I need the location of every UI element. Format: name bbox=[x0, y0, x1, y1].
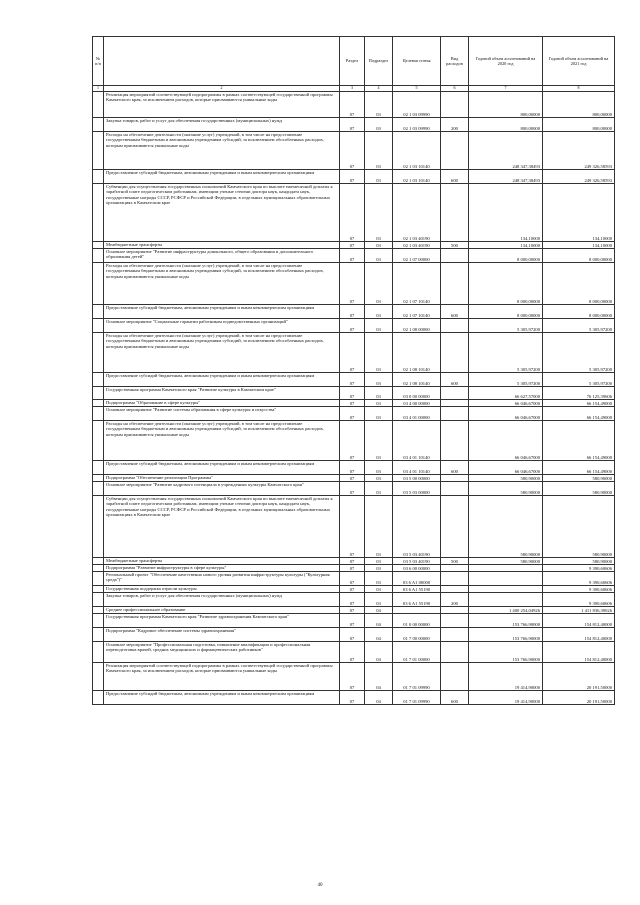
row-vol-2021-cell: 580,90000 bbox=[543, 482, 615, 496]
row-name-cell: Среднее профессиональное образование bbox=[104, 607, 340, 614]
row-target-cell: 03 4 00 00000 bbox=[393, 400, 441, 407]
row-subsection-cell: 03 bbox=[365, 242, 393, 249]
row-vol-2020-cell: 248 347,38493 bbox=[469, 132, 543, 170]
row-subsection-cell: 03 bbox=[365, 475, 393, 482]
row-vol-2021-cell: 8 000,00000 bbox=[543, 305, 615, 319]
row-subsection-cell: 03 bbox=[365, 572, 393, 586]
row-section-cell: 07 bbox=[340, 572, 365, 586]
row-target-cell: 03 5 03 00000 bbox=[393, 482, 441, 496]
row-num-cell bbox=[93, 92, 104, 118]
row-target-cell: 02 1 07 10140 bbox=[393, 263, 441, 305]
row-subsection-cell: 03 bbox=[365, 92, 393, 118]
row-section-cell: 07 bbox=[340, 170, 365, 184]
row-vol-2021-cell: 76 125,39606 bbox=[543, 387, 615, 400]
row-vol-2020-cell: 580,90000 bbox=[469, 475, 543, 482]
col-number: 5 bbox=[393, 86, 441, 92]
row-vol-2021-cell: 134,10000 bbox=[543, 242, 615, 249]
row-vol-2021-cell: 154 812,40000 bbox=[543, 614, 615, 628]
row-name-cell: Основное мероприятие "Социальные гарантии работникам подведомственных организаций" bbox=[104, 319, 340, 333]
table-body bbox=[93, 92, 615, 705]
row-name-cell: Подпрограмма "Кадровое обеспечение системы здравоохранения" bbox=[104, 628, 340, 642]
row-expense-type-cell bbox=[441, 407, 469, 421]
row-target-cell: 01 7 01 09990 bbox=[393, 663, 441, 691]
row-section-cell: 07 bbox=[340, 475, 365, 482]
row-section-cell: 07 bbox=[340, 400, 365, 407]
row-vol-2020-cell: 134,10000 bbox=[469, 242, 543, 249]
row-num-cell bbox=[93, 118, 104, 132]
row-expense-type-cell: 500 bbox=[441, 242, 469, 249]
row-expense-type-cell bbox=[441, 572, 469, 586]
row-expense-type-cell bbox=[441, 607, 469, 614]
row-vol-2021-cell: 9 390,60606 bbox=[543, 586, 615, 593]
table-row bbox=[93, 319, 615, 333]
row-name-cell: Основное мероприятие "Развитие инфраструктуры дошкольного, общего образования и дополнительного образования детей" bbox=[104, 249, 340, 263]
row-num-cell bbox=[93, 607, 104, 614]
row-subsection-cell: 03 bbox=[365, 421, 393, 461]
row-expense-type-cell bbox=[441, 628, 469, 642]
row-section-cell: 07 bbox=[340, 663, 365, 691]
table-row bbox=[93, 249, 615, 263]
row-expense-type-cell: 600 bbox=[441, 170, 469, 184]
row-name-cell: Государственная поддержка отрасли культуры bbox=[104, 586, 340, 593]
row-num-cell bbox=[93, 263, 104, 305]
row-expense-type-cell bbox=[441, 642, 469, 663]
row-vol-2020-cell: 8 000,00000 bbox=[469, 263, 543, 305]
col-number: 3 bbox=[340, 86, 365, 92]
row-num-cell bbox=[93, 387, 104, 400]
row-vol-2020-cell: 153 766,90000 bbox=[469, 628, 543, 642]
row-num-cell bbox=[93, 496, 104, 558]
row-vol-2021-cell: 9 390,60606 bbox=[543, 565, 615, 572]
row-expense-type-cell bbox=[441, 249, 469, 263]
row-target-cell: 02 1 03 40190 bbox=[393, 242, 441, 249]
row-target-cell: 02 1 08 00000 bbox=[393, 319, 441, 333]
row-num-cell bbox=[93, 132, 104, 170]
row-target-cell: 03 6 A1 00000 bbox=[393, 572, 441, 586]
row-name-cell: Основное мероприятие "Развитие кадрового потенциала в учреждениях культуры Камчатского края" bbox=[104, 482, 340, 496]
row-expense-type-cell bbox=[441, 482, 469, 496]
row-subsection-cell: 03 bbox=[365, 373, 393, 387]
row-name-cell: Реализация мероприятий соответствующей подпрограммы в рамках соответствующей государственной программы Камчатского края, за исключением расходов, которые присваиваются уникальные коды bbox=[104, 92, 340, 118]
row-section-cell: 07 bbox=[340, 263, 365, 305]
table-row bbox=[93, 475, 615, 482]
row-expense-type-cell bbox=[441, 92, 469, 118]
row-vol-2020-cell: 5 305,97200 bbox=[469, 373, 543, 387]
table-row bbox=[93, 333, 615, 373]
row-section-cell: 07 bbox=[340, 558, 365, 565]
row-name-cell: Расходы на обеспечение деятельности (оказание услуг) учреждений, в том числе на предоставление государственным бюджетным и автономным учреждениям субсидий, за исключением обособленных расходов, которым присваиваются уникальные коды bbox=[104, 132, 340, 170]
row-vol-2021-cell: 1 411 836,39026 bbox=[543, 607, 615, 614]
row-expense-type-cell bbox=[441, 184, 469, 242]
table-row bbox=[93, 132, 615, 170]
row-expense-type-cell bbox=[441, 263, 469, 305]
table-row bbox=[93, 614, 615, 628]
row-target-cell: 03 6 00 00000 bbox=[393, 565, 441, 572]
row-name-cell: Закупка товаров, работ и услуг для обеспечения государственных (муниципальных) нужд bbox=[104, 118, 340, 132]
row-name-cell: Региональный проект "Обеспечение качественно нового уровня развития инфраструктуры культуры ("Культурная среда")" bbox=[104, 572, 340, 586]
row-expense-type-cell bbox=[441, 475, 469, 482]
row-expense-type-cell bbox=[441, 132, 469, 170]
row-num-cell bbox=[93, 482, 104, 496]
row-num-cell bbox=[93, 586, 104, 593]
row-vol-2020-cell: 66 046,67000 bbox=[469, 400, 543, 407]
row-vol-2021-cell: 580,90000 bbox=[543, 558, 615, 565]
row-section-cell: 07 bbox=[340, 333, 365, 373]
row-subsection-cell: 03 bbox=[365, 132, 393, 170]
row-num-cell bbox=[93, 333, 104, 373]
row-section-cell: 07 bbox=[340, 92, 365, 118]
row-expense-type-cell: 600 bbox=[441, 373, 469, 387]
row-num-cell bbox=[93, 663, 104, 691]
row-name-cell: Подпрограмма "Обеспечение реализации Программы" bbox=[104, 475, 340, 482]
table-row bbox=[93, 118, 615, 132]
row-vol-2020-cell bbox=[469, 572, 543, 586]
row-num-cell bbox=[93, 642, 104, 663]
row-vol-2021-cell: 8 000,00000 bbox=[543, 249, 615, 263]
row-target-cell: 01 0 00 00000 bbox=[393, 614, 441, 628]
row-vol-2021-cell: 249 326,58593 bbox=[543, 132, 615, 170]
row-target-cell: 03 4 01 10140 bbox=[393, 461, 441, 475]
row-num-cell bbox=[93, 572, 104, 586]
row-expense-type-cell: 600 bbox=[441, 305, 469, 319]
row-vol-2020-cell: 580,90000 bbox=[469, 496, 543, 558]
row-name-cell: Основное мероприятие "Профессиональная подготовка, повышение квалификации и профессиональная переподготовка врачей, средних медицинских и фармацевтических работников" bbox=[104, 642, 340, 663]
row-vol-2020-cell: 580,90000 bbox=[469, 482, 543, 496]
row-name-cell: Предоставление субсидий бюджетным, автономным учреждениям и иным некоммерческим организациям bbox=[104, 170, 340, 184]
row-section-cell: 07 bbox=[340, 387, 365, 400]
row-expense-type-cell: 200 bbox=[441, 593, 469, 607]
row-target-cell: 02 1 07 00000 bbox=[393, 249, 441, 263]
table-row bbox=[93, 387, 615, 400]
row-expense-type-cell bbox=[441, 565, 469, 572]
row-vol-2020-cell: 66 046,67000 bbox=[469, 421, 543, 461]
row-subsection-cell: 03 bbox=[365, 496, 393, 558]
table-row bbox=[93, 572, 615, 586]
table-row bbox=[93, 586, 615, 593]
row-subsection-cell: 03 bbox=[365, 593, 393, 607]
row-section-cell: 07 bbox=[340, 184, 365, 242]
row-expense-type-cell bbox=[441, 400, 469, 407]
row-vol-2021-cell: 9 390,60606 bbox=[543, 593, 615, 607]
row-name-cell: Реализация мероприятий соответствующей подпрограммы в рамках соответствующей государственной программы Камчатского края, за исключением расходов, которые присваиваются уникальные коды bbox=[104, 663, 340, 691]
row-section-cell: 07 bbox=[340, 132, 365, 170]
row-name-cell: Предоставление субсидий бюджетным, автономным учреждениям и иным некоммерческим организациям bbox=[104, 305, 340, 319]
row-subsection-cell: 03 bbox=[365, 565, 393, 572]
row-vol-2020-cell: 66 046,67000 bbox=[469, 407, 543, 421]
row-name-cell: Межбюджетные трансферты bbox=[104, 558, 340, 565]
header-vol-2021: Годовой объем ассигнований на 2021 год bbox=[543, 37, 615, 86]
row-target-cell: 02 1 07 10140 bbox=[393, 305, 441, 319]
row-vol-2020-cell: 8 000,00000 bbox=[469, 249, 543, 263]
row-name-cell: Субвенции для осуществления государственных полномочий Камчатского края по выплате ежемесячной доплаты к заработной плате педагогическим работникам, имеющим ученые степени доктора наук, кандидата наук, государственные награды СССР, РСФСР и Российской Федерации, в отдельных муниципальных образовательных организациях в Камчатском крае bbox=[104, 184, 340, 242]
row-vol-2021-cell: 800,00000 bbox=[543, 92, 615, 118]
row-vol-2021-cell: 580,90000 bbox=[543, 496, 615, 558]
row-subsection-cell: 03 bbox=[365, 586, 393, 593]
row-expense-type-cell bbox=[441, 586, 469, 593]
row-num-cell bbox=[93, 373, 104, 387]
row-vol-2020-cell: 134,10000 bbox=[469, 184, 543, 242]
table-row bbox=[93, 263, 615, 305]
row-vol-2021-cell: 5 305,97200 bbox=[543, 319, 615, 333]
row-section-cell: 07 bbox=[340, 249, 365, 263]
row-vol-2021-cell: 9 390,60606 bbox=[543, 572, 615, 586]
table-row bbox=[93, 628, 615, 642]
table-row bbox=[93, 184, 615, 242]
row-section-cell: 07 bbox=[340, 586, 365, 593]
row-section-cell: 07 bbox=[340, 482, 365, 496]
row-num-cell bbox=[93, 400, 104, 407]
row-subsection-cell: 03 bbox=[365, 263, 393, 305]
row-subsection-cell: 04 bbox=[365, 663, 393, 691]
row-num-cell bbox=[93, 305, 104, 319]
row-num-cell bbox=[93, 691, 104, 705]
row-vol-2021-cell: 66 154,49000 bbox=[543, 407, 615, 421]
row-section-cell: 07 bbox=[340, 607, 365, 614]
row-subsection-cell: 04 bbox=[365, 628, 393, 642]
row-target-cell: 02 1 03 09990 bbox=[393, 92, 441, 118]
row-vol-2021-cell: 249 326,58593 bbox=[543, 170, 615, 184]
row-vol-2021-cell: 20 191,50000 bbox=[543, 691, 615, 705]
col-number: 1 bbox=[93, 86, 104, 92]
table-row bbox=[93, 400, 615, 407]
row-vol-2020-cell: 800,00000 bbox=[469, 92, 543, 118]
row-section-cell: 07 bbox=[340, 496, 365, 558]
row-section-cell: 07 bbox=[340, 373, 365, 387]
row-vol-2021-cell: 66 154,49000 bbox=[543, 461, 615, 475]
table-row bbox=[93, 663, 615, 691]
row-name-cell: Предоставление субсидий бюджетным, автономным учреждениям и иным некоммерческим организациям bbox=[104, 691, 340, 705]
row-num-cell bbox=[93, 184, 104, 242]
row-subsection-cell: 03 bbox=[365, 319, 393, 333]
row-vol-2020-cell: 153 766,90000 bbox=[469, 614, 543, 628]
row-num-cell bbox=[93, 614, 104, 628]
row-target-cell: 02 1 08 10140 bbox=[393, 333, 441, 373]
row-name-cell: Расходы на обеспечение деятельности (оказание услуг) учреждений, в том числе на предоставление государственным бюджетным и автономным учреждениям субсидий, за исключением обособленных расходов, которым присваиваются уникальные коды bbox=[104, 263, 340, 305]
row-target-cell: 03 4 01 00000 bbox=[393, 407, 441, 421]
row-num-cell bbox=[93, 558, 104, 565]
row-section-cell: 07 bbox=[340, 614, 365, 628]
row-subsection-cell: 03 bbox=[365, 305, 393, 319]
header-name bbox=[104, 37, 340, 86]
row-section-cell: 07 bbox=[340, 305, 365, 319]
table-row bbox=[93, 482, 615, 496]
budget-table bbox=[92, 36, 615, 705]
table-row bbox=[93, 642, 615, 663]
row-num-cell bbox=[93, 565, 104, 572]
col-number: 4 bbox=[365, 86, 393, 92]
row-expense-type-cell bbox=[441, 421, 469, 461]
row-vol-2020-cell bbox=[469, 586, 543, 593]
row-name-cell: Государственная программа Камчатского края "Развитие культуры в Камчатском крае" bbox=[104, 387, 340, 400]
row-vol-2020-cell: 19 414,90000 bbox=[469, 691, 543, 705]
table-row bbox=[93, 92, 615, 118]
row-subsection-cell: 03 bbox=[365, 387, 393, 400]
col-number: 8 bbox=[543, 86, 615, 92]
row-target-cell: 01 7 01 09990 bbox=[393, 691, 441, 705]
row-expense-type-cell: 500 bbox=[441, 558, 469, 565]
row-num-cell bbox=[93, 319, 104, 333]
row-section-cell: 07 bbox=[340, 242, 365, 249]
header-expense-type: Вид расходов bbox=[441, 37, 469, 86]
row-expense-type-cell bbox=[441, 333, 469, 373]
header-vol-2020: Годовой объем ассигнований на 2020 год bbox=[469, 37, 543, 86]
row-num-cell bbox=[93, 407, 104, 421]
row-target-cell: 01 7 01 00000 bbox=[393, 642, 441, 663]
row-vol-2020-cell bbox=[469, 593, 543, 607]
row-section-cell: 07 bbox=[340, 407, 365, 421]
row-target-cell: 01 7 00 00000 bbox=[393, 628, 441, 642]
row-expense-type-cell: 600 bbox=[441, 691, 469, 705]
row-vol-2021-cell: 580,90000 bbox=[543, 475, 615, 482]
row-name-cell: Подпрограмма "Развитие инфраструктуры в сфере культуры" bbox=[104, 565, 340, 572]
table-row bbox=[93, 565, 615, 572]
row-section-cell: 07 bbox=[340, 565, 365, 572]
row-vol-2020-cell: 66 046,67000 bbox=[469, 461, 543, 475]
row-target-cell: 03 4 01 10140 bbox=[393, 421, 441, 461]
row-section-cell: 07 bbox=[340, 421, 365, 461]
row-num-cell bbox=[93, 242, 104, 249]
row-vol-2020-cell: 800,00000 bbox=[469, 118, 543, 132]
row-name-cell: Расходы на обеспечение деятельности (оказание услуг) учреждений, в том числе на предоставление государственным бюджетным и автономным учреждениям субсидий, за исключением обособленных расходов, которым присваиваются уникальные коды bbox=[104, 421, 340, 461]
row-subsection-cell: 04 bbox=[365, 614, 393, 628]
col-number: 7 bbox=[469, 86, 543, 92]
header-subsection: Подраздел bbox=[365, 37, 393, 86]
row-vol-2020-cell: 5 305,97200 bbox=[469, 333, 543, 373]
row-vol-2021-cell: 5 305,97200 bbox=[543, 373, 615, 387]
row-section-cell: 07 bbox=[340, 642, 365, 663]
row-name-cell: Субвенции для осуществления государственных полномочий Камчатского края по выплате ежемесячной доплаты к заработной плате педагогическим работникам, имеющим ученые степени доктора наук, кандидата наук, государственные награды СССР, РСФСР и Российской Федерации, в отдельных муниципальных образовательных организациях в Камчатском крае bbox=[104, 496, 340, 558]
row-vol-2021-cell: 8 000,00000 bbox=[543, 263, 615, 305]
table-row bbox=[93, 305, 615, 319]
row-target-cell: 02 1 03 40190 bbox=[393, 184, 441, 242]
row-vol-2020-cell: 66 627,57000 bbox=[469, 387, 543, 400]
row-subsection-cell: 04 bbox=[365, 642, 393, 663]
row-subsection-cell: 04 bbox=[365, 607, 393, 614]
row-subsection-cell: 03 bbox=[365, 249, 393, 263]
row-name-cell: Расходы на обеспечение деятельности (оказание услуг) учреждений, в том числе на предоставление государственным бюджетным и автономным учреждениям субсидий, за исключением обособленных расходов, которым присваиваются уникальные коды bbox=[104, 333, 340, 373]
row-expense-type-cell: 200 bbox=[441, 118, 469, 132]
row-subsection-cell: 03 bbox=[365, 482, 393, 496]
row-section-cell: 07 bbox=[340, 593, 365, 607]
table-row bbox=[93, 242, 615, 249]
header-section: Раздел bbox=[340, 37, 365, 86]
row-target-cell: 03 6 A1 55190 bbox=[393, 593, 441, 607]
row-name-cell: Основное мероприятие "Развитие системы образования в сфере культуры и искусства" bbox=[104, 407, 340, 421]
row-vol-2020-cell: 580,90000 bbox=[469, 558, 543, 565]
row-vol-2021-cell: 20 191,50000 bbox=[543, 663, 615, 691]
row-vol-2020-cell: 248 347,38493 bbox=[469, 170, 543, 184]
row-subsection-cell: 03 bbox=[365, 118, 393, 132]
row-section-cell: 07 bbox=[340, 319, 365, 333]
row-subsection-cell: 03 bbox=[365, 400, 393, 407]
row-vol-2020-cell: 19 414,90000 bbox=[469, 663, 543, 691]
row-num-cell bbox=[93, 421, 104, 461]
row-target-cell: 02 1 03 10140 bbox=[393, 132, 441, 170]
row-vol-2020-cell bbox=[469, 565, 543, 572]
table-row bbox=[93, 607, 615, 614]
row-name-cell: Государственная программа Камчатского края "Развитие здравоохранения Камчатского края" bbox=[104, 614, 340, 628]
row-vol-2021-cell: 154 812,40000 bbox=[543, 642, 615, 663]
row-name-cell: Межбюджетные трансферты bbox=[104, 242, 340, 249]
row-subsection-cell: 03 bbox=[365, 407, 393, 421]
row-expense-type-cell bbox=[441, 614, 469, 628]
row-vol-2020-cell: 8 000,00000 bbox=[469, 305, 543, 319]
row-target-cell: 03 5 03 40190 bbox=[393, 496, 441, 558]
row-vol-2021-cell: 800,00000 bbox=[543, 118, 615, 132]
table-row bbox=[93, 407, 615, 421]
row-subsection-cell: 03 bbox=[365, 461, 393, 475]
row-expense-type-cell bbox=[441, 319, 469, 333]
row-subsection-cell: 04 bbox=[365, 691, 393, 705]
table-row bbox=[93, 496, 615, 558]
row-subsection-cell: 03 bbox=[365, 558, 393, 565]
table-row bbox=[93, 691, 615, 705]
row-subsection-cell: 03 bbox=[365, 184, 393, 242]
page-number: 40 bbox=[317, 883, 323, 888]
row-expense-type-cell bbox=[441, 663, 469, 691]
row-target-cell: 03 6 A1 55190 bbox=[393, 586, 441, 593]
row-subsection-cell: 03 bbox=[365, 333, 393, 373]
row-section-cell: 07 bbox=[340, 461, 365, 475]
row-expense-type-cell bbox=[441, 496, 469, 558]
row-expense-type-cell bbox=[441, 387, 469, 400]
row-num-cell bbox=[93, 628, 104, 642]
row-name-cell: Закупка товаров, работ и услуг для обеспечения государственных (муниципальных) нужд bbox=[104, 593, 340, 607]
row-target-cell: 02 1 03 10140 bbox=[393, 170, 441, 184]
col-number: 6 bbox=[441, 86, 469, 92]
row-vol-2021-cell: 66 154,49000 bbox=[543, 421, 615, 461]
row-vol-2021-cell: 154 812,40000 bbox=[543, 628, 615, 642]
row-vol-2020-cell: 153 766,90000 bbox=[469, 642, 543, 663]
row-vol-2020-cell: 1 400 254,04926 bbox=[469, 607, 543, 614]
row-num-cell bbox=[93, 475, 104, 482]
row-vol-2020-cell: 5 305,97200 bbox=[469, 319, 543, 333]
row-num-cell bbox=[93, 461, 104, 475]
row-num-cell bbox=[93, 170, 104, 184]
table-row bbox=[93, 373, 615, 387]
row-section-cell: 07 bbox=[340, 628, 365, 642]
row-num-cell bbox=[93, 249, 104, 263]
row-section-cell: 07 bbox=[340, 691, 365, 705]
header-num: № п/п bbox=[93, 37, 104, 86]
row-name-cell: Предоставление субсидий бюджетным, автономным учреждениям и иным некоммерческим организациям bbox=[104, 461, 340, 475]
row-subsection-cell: 03 bbox=[365, 170, 393, 184]
row-target-cell: 03 5 03 40190 bbox=[393, 558, 441, 565]
row-vol-2021-cell: 134,10000 bbox=[543, 184, 615, 242]
row-expense-type-cell: 600 bbox=[441, 461, 469, 475]
row-target-cell bbox=[393, 607, 441, 614]
row-target-cell: 03 5 00 00000 bbox=[393, 475, 441, 482]
header-row bbox=[93, 37, 615, 86]
row-target-cell: 03 0 00 00000 bbox=[393, 387, 441, 400]
table-row bbox=[93, 461, 615, 475]
row-name-cell: Подпрограмма "Образование в сфере культуры" bbox=[104, 400, 340, 407]
table-row bbox=[93, 421, 615, 461]
table-row bbox=[93, 170, 615, 184]
col-number: 2 bbox=[104, 86, 340, 92]
row-target-cell: 02 1 08 10140 bbox=[393, 373, 441, 387]
table-row bbox=[93, 593, 615, 607]
row-vol-2021-cell: 66 154,49000 bbox=[543, 400, 615, 407]
row-name-cell: Предоставление субсидий бюджетным, автономным учреждениям и иным некоммерческим организациям bbox=[104, 373, 340, 387]
row-vol-2021-cell: 5 305,97200 bbox=[543, 333, 615, 373]
row-num-cell bbox=[93, 593, 104, 607]
header-target: Целевая статья bbox=[393, 37, 441, 86]
row-section-cell: 07 bbox=[340, 118, 365, 132]
table-row bbox=[93, 558, 615, 565]
row-target-cell: 02 1 03 09990 bbox=[393, 118, 441, 132]
